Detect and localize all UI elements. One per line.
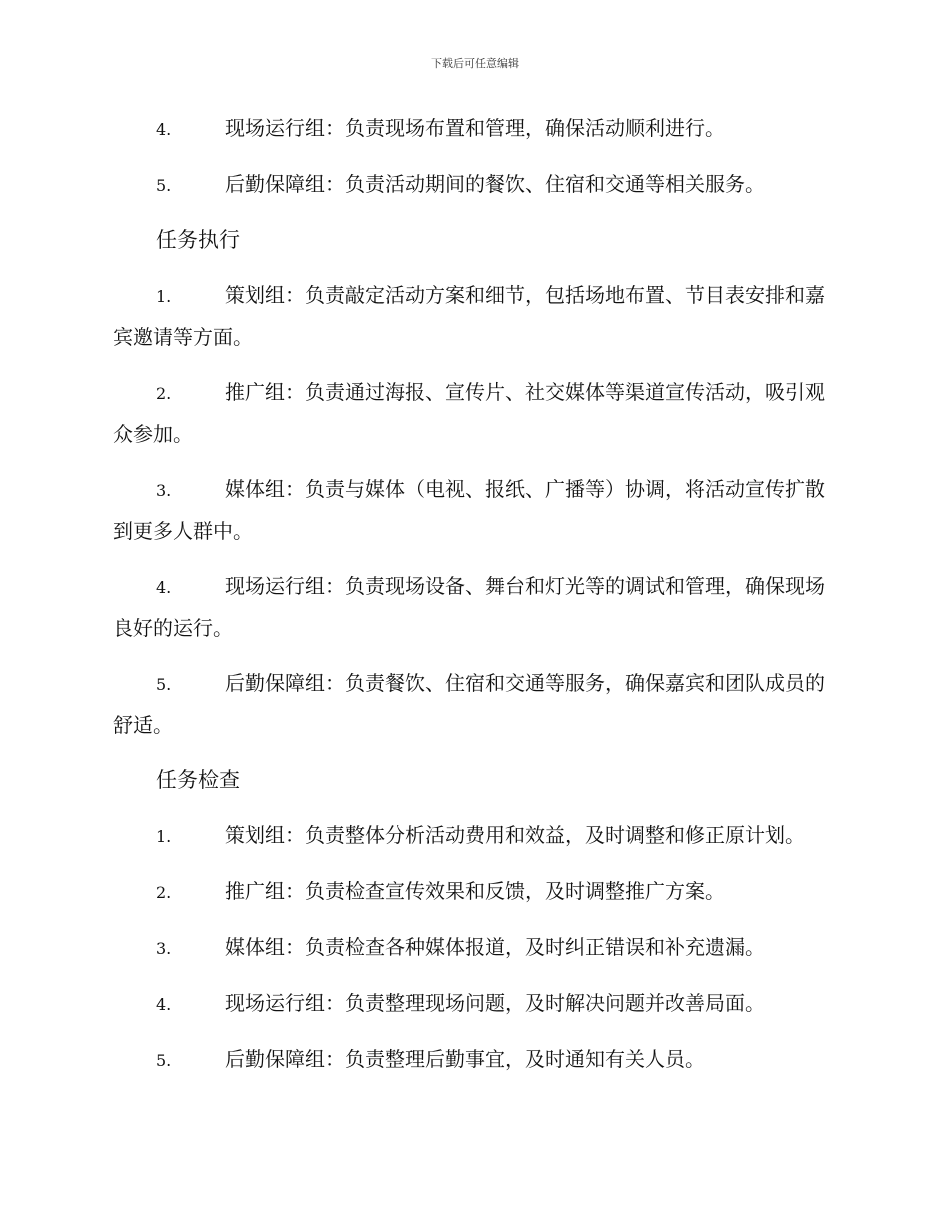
list-item (113, 983, 838, 1039)
list-number: 1. (156, 827, 172, 846)
list-number: 5. (156, 1051, 172, 1070)
list-number: 4. (156, 120, 172, 139)
list-number: 4. (156, 578, 172, 597)
list-text: 策划组：负责整体分析活动费用和效益，及时调整和修正原计划。 (225, 823, 805, 847)
list-text: 后勤保障组：负责活动期间的餐饮、住宿和交通等相关服务。 (225, 172, 765, 196)
list-number: 2. (156, 883, 172, 902)
list-text: 现场运行组：负责现场设备、舞台和灯光等的调试和管理，确保现场良好的运行。 (113, 574, 825, 640)
document-body (113, 108, 838, 1095)
page-header: 下载后可任意编辑 (431, 57, 519, 70)
list-item (113, 663, 838, 760)
list-item (113, 1039, 838, 1095)
list-item (113, 871, 838, 927)
list-number: 4. (156, 995, 172, 1014)
list-text: 策划组：负责敲定活动方案和细节，包括场地布置、节目表安排和嘉宾邀请等方面。 (113, 283, 825, 349)
list-item (113, 566, 838, 663)
list-item (113, 815, 838, 871)
list-number: 5. (156, 176, 172, 195)
list-number: 3. (156, 939, 172, 958)
list-item (113, 275, 838, 372)
list-text: 现场运行组：负责整理现场问题，及时解决问题并改善局面。 (225, 991, 765, 1015)
list-text: 推广组：负责检查宣传效果和反馈，及时调整推广方案。 (225, 879, 725, 903)
list-item (113, 164, 838, 220)
list-item (113, 469, 838, 566)
list-text: 推广组：负责通过海报、宣传片、社交媒体等渠道宣传活动，吸引观众参加。 (113, 380, 825, 446)
list-number: 3. (156, 481, 172, 500)
list-item (113, 372, 838, 469)
list-text: 媒体组：负责与媒体（电视、报纸、广播等）协调，将活动宣传扩散到更多人群中。 (113, 477, 825, 543)
list-text: 后勤保障组：负责整理后勤事宜，及时通知有关人员。 (225, 1047, 705, 1071)
section-heading-inspection: 任务检查 (156, 768, 240, 792)
list-item (113, 108, 838, 164)
list-number: 5. (156, 675, 172, 694)
list-number: 1. (156, 287, 172, 306)
list-number: 2. (156, 384, 172, 403)
section-heading-execution: 任务执行 (156, 228, 240, 252)
list-item (113, 927, 838, 983)
list-text: 后勤保障组：负责餐饮、住宿和交通等服务，确保嘉宾和团队成员的舒适。 (113, 671, 825, 737)
list-text: 现场运行组：负责现场布置和管理，确保活动顺利进行。 (225, 116, 725, 140)
list-text: 媒体组：负责检查各种媒体报道，及时纠正错误和补充遗漏。 (225, 935, 765, 959)
